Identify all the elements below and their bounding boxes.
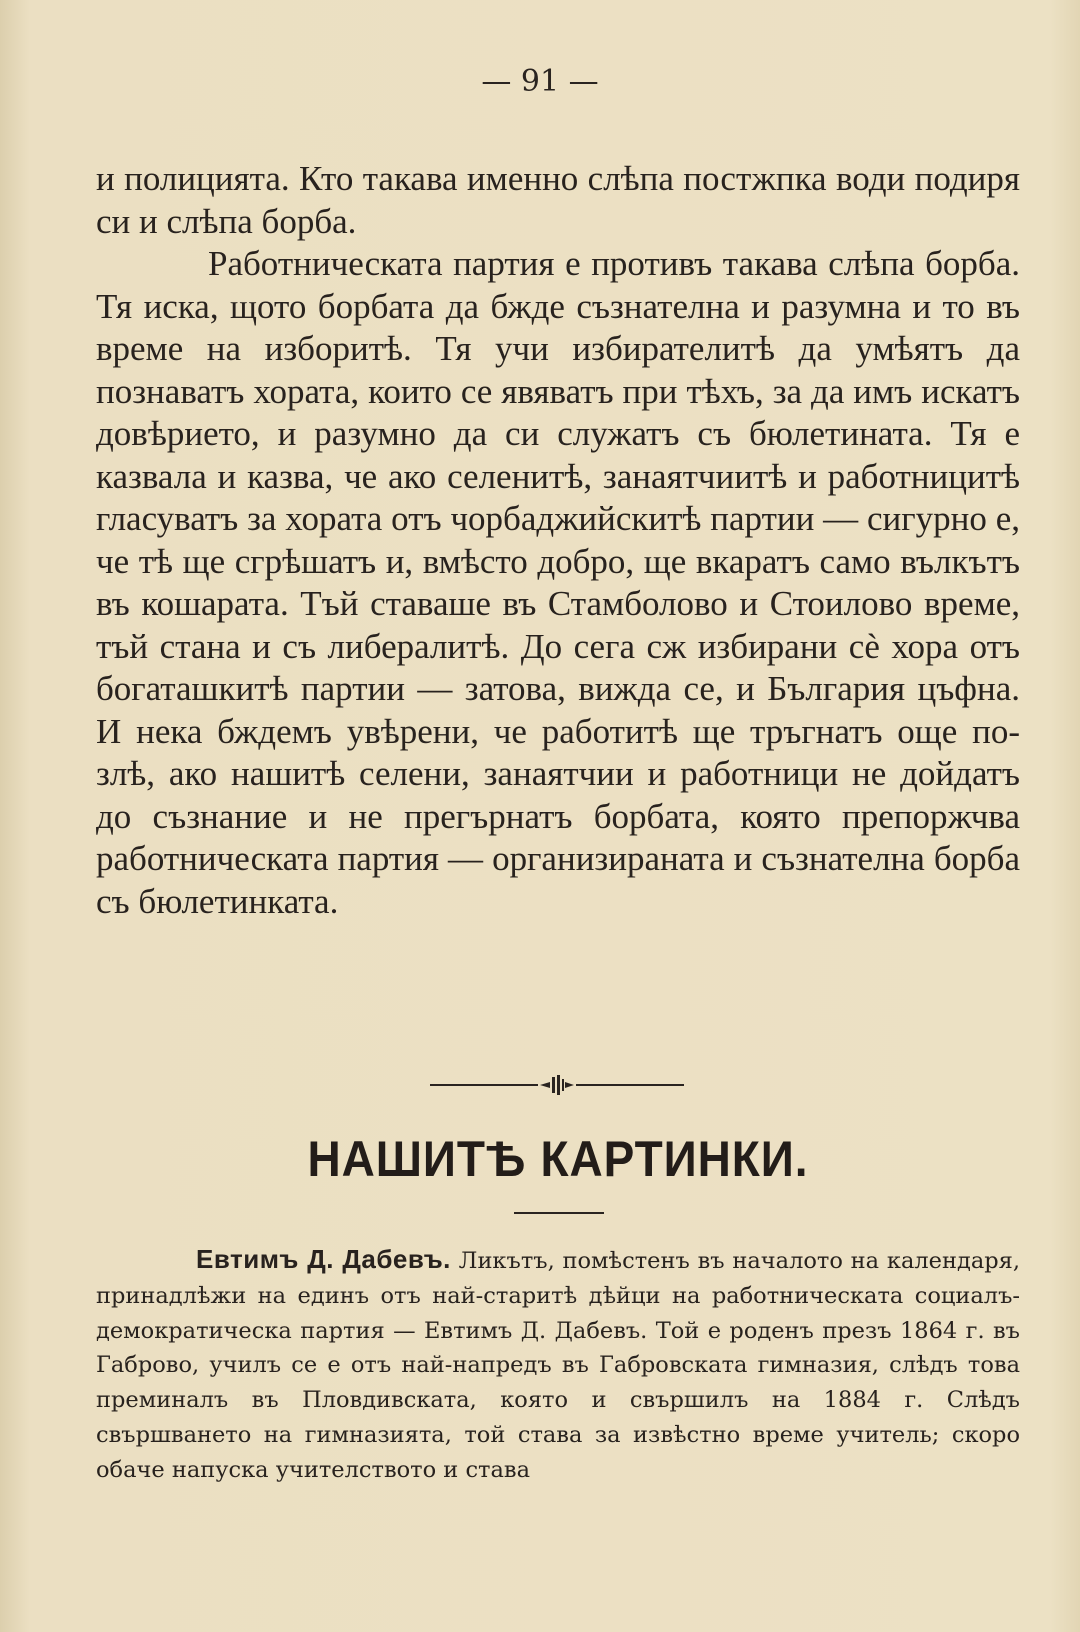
paragraph-text: и полицията. Кто такава именно слѣпа постжпка води подиря си и слѣпа борба. [96,159,1020,241]
divider-rule-left [430,1084,538,1086]
divider-rule-right [576,1084,684,1086]
section-heading: НАШИТѢ КАРТИНКИ. [307,1131,809,1187]
article-paragraph-1 [96,158,1020,243]
bio-person-name: Евтимъ Д. Дабевъ. [196,1244,451,1274]
paragraph-text: Работническата партия е противъ такава слѣпа борба. Тя иска, щото борбата да бжде съзнателна и разумна и то въ време на изборитѣ. Тя учи избирателитѣ да умѣятъ да познаватъ хората, които се явяватъ при тѣхъ, за да имъ искатъ довѣрието, и разумно да си служатъ съ бюлетината. Тя е казвала и казва, че ако селенитѣ, занаятчиитѣ и работницитѣ гласуватъ за хората отъ чорбаджийскитѣ партии — сигурно е, че тѣ ще сгрѣшатъ и, вмѣсто добро, ще вкаратъ само вълкътъ въ кошарата. Тъй ставаше въ Стамболово и Стоилово време, тъй стана и съ либералитѣ. До сега сж избирани сѐ хора отъ богаташкитѣ партии — затова, вижда се, и България цъфна. И нека бждемъ увѣрени, че работитѣ ще тръгнатъ още по-злѣ, ако нашитѣ селени, занаятчии и работници не дойдатъ до съзнание и не прегърнатъ борбата, която препоржчва работническата партия — организираната и съзнателна борба съ бюлетинката. [96,244,1020,921]
section-divider-ornament [430,1074,684,1096]
fleuron-icon [538,1074,576,1096]
article-paragraph-2 [96,243,1020,923]
page-number: — 91 — [481,64,599,99]
heading-underline [514,1212,604,1214]
biography-paragraph [96,1242,1020,1488]
bio-text: Ликътъ, помѣстенъ въ началото на календаря, принадлѣжи на единъ отъ най-старитѣ дѣйци на работническата социалъ-демократическа партия — Евтимъ Д. Дабевъ. Той е роденъ презъ 1864 г. въ Габрово, училъ се е отъ най-напредъ въ Габровската гимназия, слѣдъ това преминалъ въ Пловдивската, която и свършилъ на 1884 г. Слѣдъ свършването на гимназията, той става за извѣстно време учитель; скоро обаче напуска учителството и става [96,1248,1020,1483]
